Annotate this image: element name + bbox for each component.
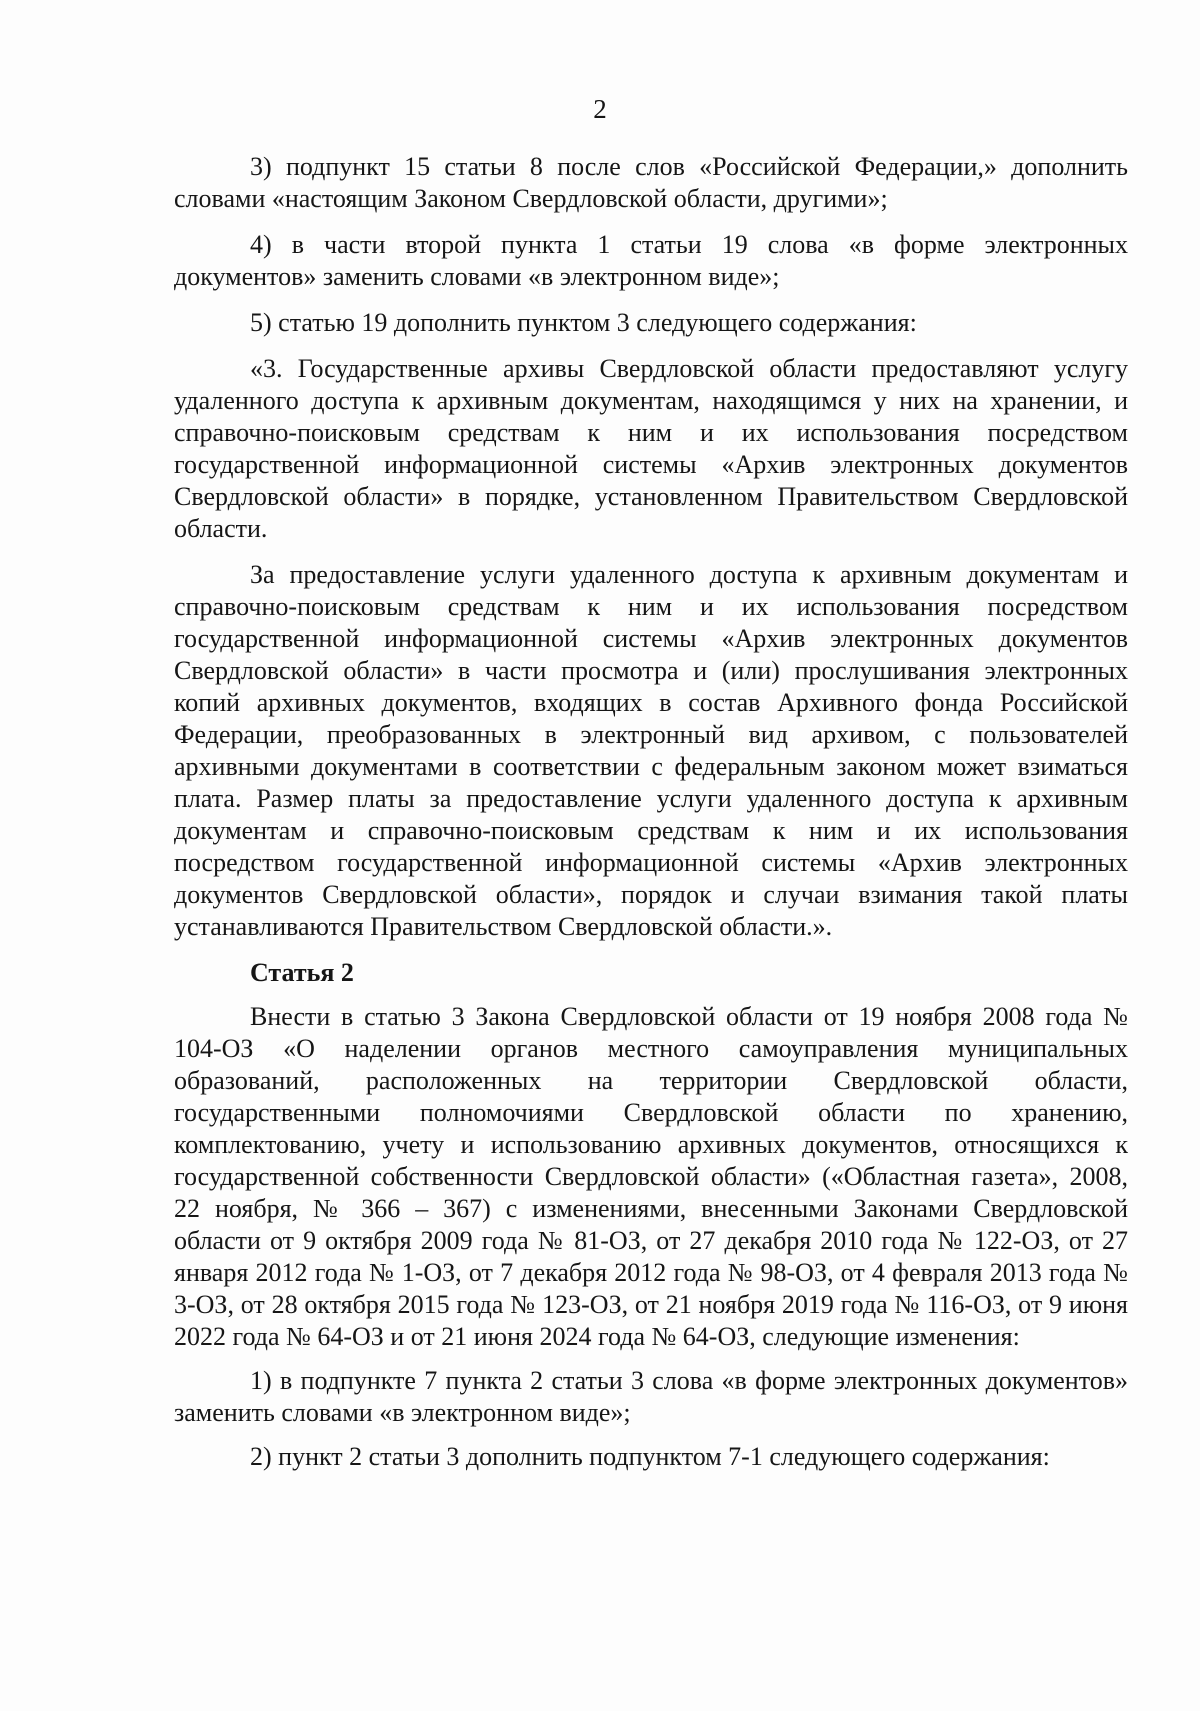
paragraph-item-3: 3) подпункт 15 статьи 8 после слов «Российской Федерации,» дополнить словами «настоящим Законом Свердловской области, другими»; <box>174 152 1128 213</box>
paragraph-item-5: 5) статью 19 дополнить пунктом 3 следующего содержания: <box>250 308 917 337</box>
amendment-item-2: 2) пункт 2 статьи 3 дополнить подпунктом 7-1 следующего содержания: <box>250 1442 1050 1471</box>
quoted-point-3: «3. Государственные архивы Свердловской области предоставляют услугу удаленного доступа к архивным документам, находящимся у них на хранении, и справочно-поисковым средствам к ним и их использования посредством государственной информационной системы «Архив электронных документов Свердловской области» в порядке, установленном Правительством Свердловской области. <box>174 354 1128 543</box>
article-heading: Статья 2 <box>250 958 354 987</box>
paragraph-item-4: 4) в части второй пункта 1 статьи 19 слова «в форме электронных документов» заменить словами «в электронном виде»; <box>174 230 1128 291</box>
amendment-intro-paragraph: Внести в статью 3 Закона Свердловской области от 19 ноября 2008 года № 104-ОЗ «О наделении органов местного самоуправления муниципальных образований, расположенных на территории Свердловской области, государственными полномочиями Свердловской области по хранению, комплектованию, учету и использованию архивных документов, относящихся к государственной собственности Свердловской области» («Областная газета», 2008, 22 ноября, № 366 – 367) с изменениями, внесенными Законами Свердловской области от 9 октября 2009 года № 81-ОЗ, от 27 декабря 2010 года № 122-ОЗ, от 27 января 2012 года № 1-ОЗ, от 7 декабря 2012 года № 98-ОЗ, от 4 февраля 2013 года № 3-ОЗ, от 28 октября 2015 года № 123-ОЗ, от 21 ноября 2019 года № 116-ОЗ, от 9 июня 2022 года № 64-ОЗ и от 21 июня 2024 года № 64-ОЗ, следующие изменения: <box>174 1002 1128 1351</box>
fee-paragraph: За предоставление услуги удаленного доступа к архивным документам и справочно-поисковым средствам к ним и их использования посредством государственной информационной системы «Архив электронных документов Свердловской области» в части просмотра и (или) прослушивания электронных копий архивных документов, входящих в состав Архивного фонда Российской Федерации, преобразованных в электронный вид архивом, с пользователей архивными документами в соответствии с федеральным законом может взиматься плата. Размер платы за предоставление услуги удаленного доступа к архивным документам и справочно-поисковым средствам к ним и их использования посредством государственной информационной системы «Архив электронных документов Свердловской области», порядок и случаи взимания такой платы устанавливаются Правительством Свердловской области.». <box>174 560 1128 941</box>
document-body <box>174 151 1128 1485</box>
page-number: 2 <box>593 94 607 124</box>
amendment-item-1: 1) в подпункте 7 пункта 2 статьи 3 слова «в форме электронных документов» заменить словами «в электронном виде»; <box>174 1366 1128 1427</box>
